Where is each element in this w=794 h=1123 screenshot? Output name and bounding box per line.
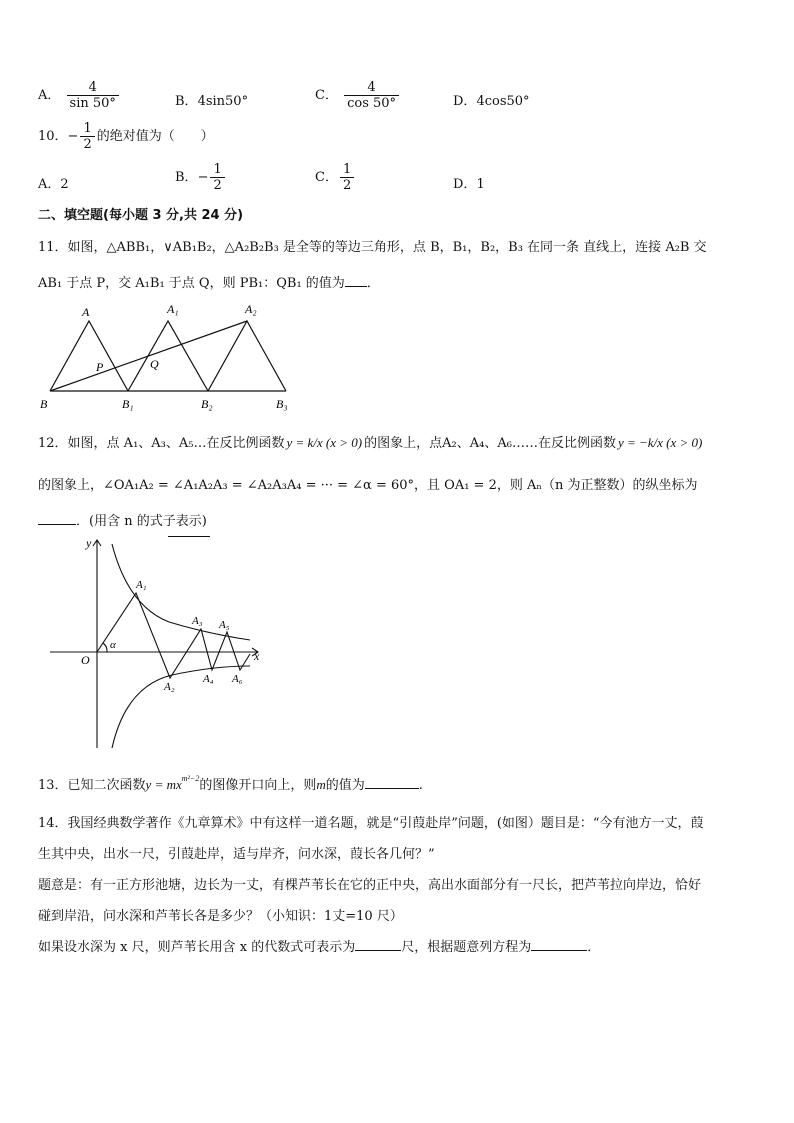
q11-figure [36,298,296,414]
q11-answer-blank [345,273,367,287]
q12-label-y: y [86,536,92,550]
q13-function: y = mx [145,777,182,792]
q12-answer-blank [38,511,76,525]
q10-b-denominator: 2 [210,177,224,193]
q11-line-a2b [50,321,247,391]
q10-number: 10． [38,129,68,144]
q9-option-a-letter: A． [38,88,61,103]
q10-option-d-letter: D． [453,177,477,192]
q12-figure [44,536,274,754]
q12-line-3 [38,510,207,529]
q12-label-alpha: α [110,639,116,651]
q14-line-2: 生其中央，出水一尺，引葭赴岸，适与岸齐，问水深，葭长各几何？” [38,847,435,862]
q14-line-4: 碰到岸沿，问水深和芦苇长各是多少？（小知识：1丈=10 尺） [38,909,403,924]
q10-option-b-fraction [210,162,224,193]
q10-option-a-letter: A． [38,177,61,192]
q12-label-a5: A₅ [219,619,230,631]
q9-option-c-fraction [344,80,399,111]
section-2-title: 二、填空题(每小题 3 分,共 24 分) [38,208,244,223]
q11-triangle-2 [128,321,208,391]
q10-b-numerator: 1 [213,162,222,177]
q11-label-b1: B₁ [122,397,134,411]
q9-c-numerator: 4 [367,80,376,95]
q11-line-2 [38,272,380,291]
q9-option-a [38,80,121,111]
q9-option-c [315,80,401,111]
q10-option-d [453,173,485,192]
q14-blank-1 [355,937,401,951]
q14-line-5-a: 如果设水深为 x 尺，则芦苇长用含 x 的代数式可表示为 [38,940,356,955]
q11-label-a: A [82,305,90,319]
q13-post: 的值为 [325,778,365,793]
q12-label-a6: A₆ [232,673,243,685]
q14-line-5-c: ． [587,940,601,955]
q13-variable-m: m [316,777,326,792]
q12-line-2: 的图象上，∠OA₁A₂ = ∠A₁A₂A₃ = ∠A₂A₃A₄ = ··· = ∠α = 60°，且 OA₁ = 2，则 Aₙ（n 为正整数）的纵坐标为 [38,478,698,493]
q9-option-b-text: 4sin50° [197,94,249,109]
q10-denominator: 2 [80,136,94,152]
q10-option-c-fraction [340,162,354,193]
q14-line-3: 题意是：有一正方形池塘，边长为一丈，有棵芦苇长在它的正中央，高出水面部分有一尺长，把芦苇拉向岸边，恰好 [38,878,702,893]
q9-option-b [175,90,248,109]
q11-triangle-1 [50,321,128,391]
q13-pre: 13．已知二次函数 [38,778,146,793]
q12-label-a2: A₂ [164,681,175,693]
q10-option-c-letter: C． [315,170,338,185]
q9-option-d-text: 4cos50° [476,94,530,109]
q10-option-c [315,162,356,193]
q9-option-a-fraction [67,80,119,111]
q9-a-denominator: sin 50° [67,95,119,111]
q14-line-5 [38,936,600,955]
q10-fraction [80,121,94,152]
q10-stem [38,121,214,152]
q9-a-numerator: 4 [88,80,97,95]
q11-label-b3: B₃ [276,397,288,411]
q12-label-a4: A₄ [203,673,214,685]
q11-label-q: Q [150,357,159,371]
q13-answer-blank [365,775,419,789]
q13-mid: 的图像开口向上，则 [199,778,317,793]
q11-label-b2: B₂ [201,397,213,411]
q10-c-denominator: 2 [340,177,354,193]
q11-line-1: 11．如图，△ABB₁，∨AB₁B₂，△A₂B₂B₃ 是全等的等边三角形，点 B，B₁，B₂，B₃ 在同一条 直线上，连接 A₂B 交 [38,240,707,255]
q11-label-a2: A₂ [245,302,257,316]
q14-blank-2 [531,937,587,951]
q12-line-3-tail: ．(用含 n 的式子表示) [76,514,207,529]
q11-line-2-end: ． [366,276,380,291]
q10-option-a-text: 2 [60,177,69,192]
q9-c-denominator: cos 50° [344,95,399,111]
q11-label-p: P [96,360,104,374]
q10-negative: − [67,129,79,144]
q10-option-b-letter: B． [175,170,198,185]
q13-exponent: m²−2 [181,773,200,783]
q11-line-2-text: AB₁ 于点 P，交 A₁B₁ 于点 Q，则 PB₁：QB₁ 的值为 [38,276,345,291]
q14-line-5-b: 尺，根据题意列方程为 [401,940,532,955]
q10-option-a [38,173,69,192]
q11-triangle-3 [208,321,286,391]
q12-alpha-arc [103,643,107,652]
q10-tail: 的绝对值为（ ） [96,129,214,144]
q12-function-1: y = k/x (x > 0) [286,435,363,450]
q12-line-1-b: 的图象上，点A₂、A₄、A₆……在反比例函数 [364,436,616,451]
q11-label-a1: A₁ [167,302,179,316]
q13-line [38,774,423,793]
q10-option-b [175,162,227,193]
q9-option-c-letter: C． [315,88,338,103]
q14-line-1: 14．我国经典数学著作《九章算术》中有这样一道名题，就是“引葭赴岸”问题，(如图）题目是：“今有池方一丈，葭 [38,816,704,831]
q12-function-2: y = −k/x (x > 0) [617,435,703,450]
q10-c-numerator: 1 [342,162,352,177]
q10-option-d-text: 1 [476,177,485,192]
q12-curve-lower [112,666,250,748]
q12-zigzag [97,593,250,678]
q9-option-d-letter: D． [453,94,477,109]
q12-label-a3: A₃ [192,615,203,627]
q9-option-d [453,90,530,109]
q11-label-b: B [40,397,48,411]
q10-option-b-negative: − [197,170,209,185]
q12-label-x: x [254,649,260,663]
q12-line-1 [38,432,702,451]
q12-label-o: O [81,653,90,667]
q13-end: . [418,778,423,793]
q12-line-1-a: 12．如图，点 A₁、A₃、A₅…在反比例函数 [38,436,285,451]
q10-numerator: 1 [83,121,92,136]
q9-option-b-letter: B． [175,94,198,109]
q12-label-a1: A₁ [136,579,147,591]
